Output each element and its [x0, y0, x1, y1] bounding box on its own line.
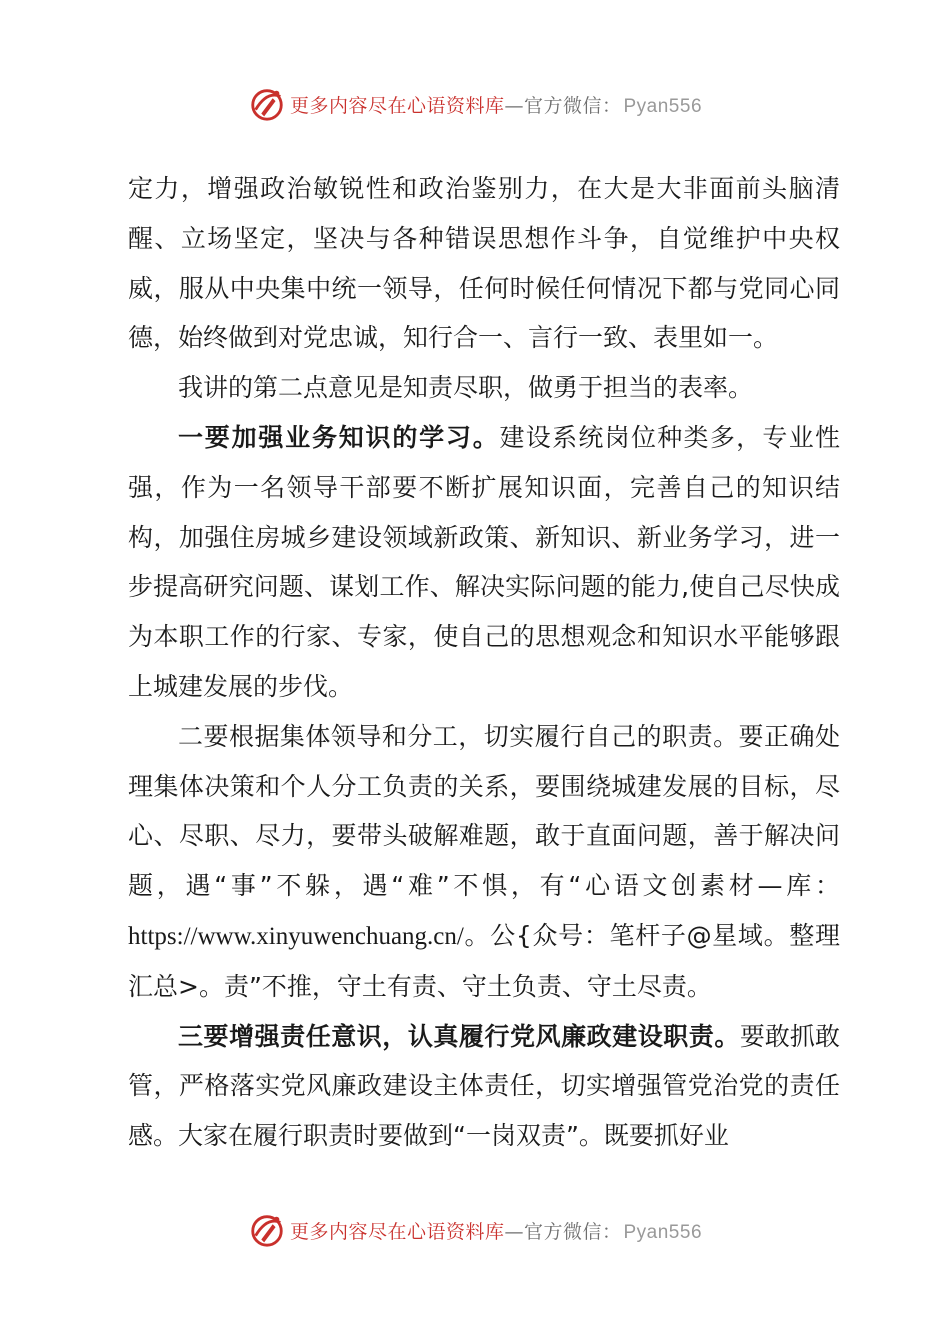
brand-logo-icon [248, 85, 286, 123]
header-wechat-label: 官方微信： [523, 94, 622, 117]
paragraph-4-body-a: 二要根据集体领导和分工，切实履行自己的职责。要正确处理集体决策和个人分工负责的关系，要围绕城建发展的目标，尽心、尽职、尽力，要带头破解难题，敢于直面问题，善于解决问题，遇“事”不躲，遇“难”不惧，有“心语文创素材—库： [128, 721, 840, 901]
paragraph-3-heading: 一要加强业务知识的学习。 [178, 422, 500, 452]
paragraph-5-body: 要敢抓敢管，严格落实党风廉政建设主体责任，切实增强管党治党的责任感。大家在履行职责时要做到“一岗双责”。既要抓好业 [128, 1021, 840, 1151]
paragraph-4-body-b: 。公{众号：笔杆子@星域。整理汇总>。责”不推，守土有责、守土负责、守土尽责。 [128, 920, 840, 1001]
header-wechat-id: Pyan556 [623, 95, 703, 117]
footer-banner [0, 1210, 950, 1250]
footer-separator: — [504, 1220, 524, 1243]
paragraph-5-heading: 三要增强责任意识，认真履行党风廉政建设职责。 [178, 1021, 740, 1051]
paragraph-3-body: 建设系统岗位种类多，专业性强，作为一名领导干部要不断扩展知识面，完善自己的知识结构，加强住房城乡建设领域新政策、新知识、新业务学习，进一步提高研究问题、谋划工作、解决实际问题的能力,使自己尽快成为本职工作的行家、专家，使自己的思想观念和知识水平能够跟上城建发展的步伐。 [128, 422, 840, 701]
header-banner [0, 84, 950, 124]
footer-wechat-label: 官方微信： [523, 1220, 622, 1243]
paragraph-5 [128, 1012, 840, 1161]
paragraph-4-url: https://www.xinyuwenchuang.cn/ [128, 922, 464, 950]
footer-wechat-id: Pyan556 [623, 1221, 703, 1243]
brand-logo-icon [248, 1211, 286, 1249]
paragraph-2: 我讲的第二点意见是知责尽职，做勇于担当的表率。 [178, 373, 754, 403]
footer-brand-text: 更多内容尽在心语资料库 [289, 1220, 505, 1243]
paragraph-1: 定力，增强政治敏锐性和政治鉴别力，在大是大非面前头脑清醒、立场坚定，坚决与各种错误思想作斗争，自觉维护中央权威，服从中央集中统一领导，任何时候任何情况下都与党同心同德，始终做到对党忠诚，知行合一、言行一致、表里如一。 [128, 174, 840, 353]
paragraph-3 [128, 413, 840, 712]
header-separator: — [504, 94, 524, 117]
header-brand-text: 更多内容尽在心语资料库 [289, 94, 505, 117]
paragraph-4 [128, 712, 840, 1012]
document-body [128, 164, 840, 1161]
